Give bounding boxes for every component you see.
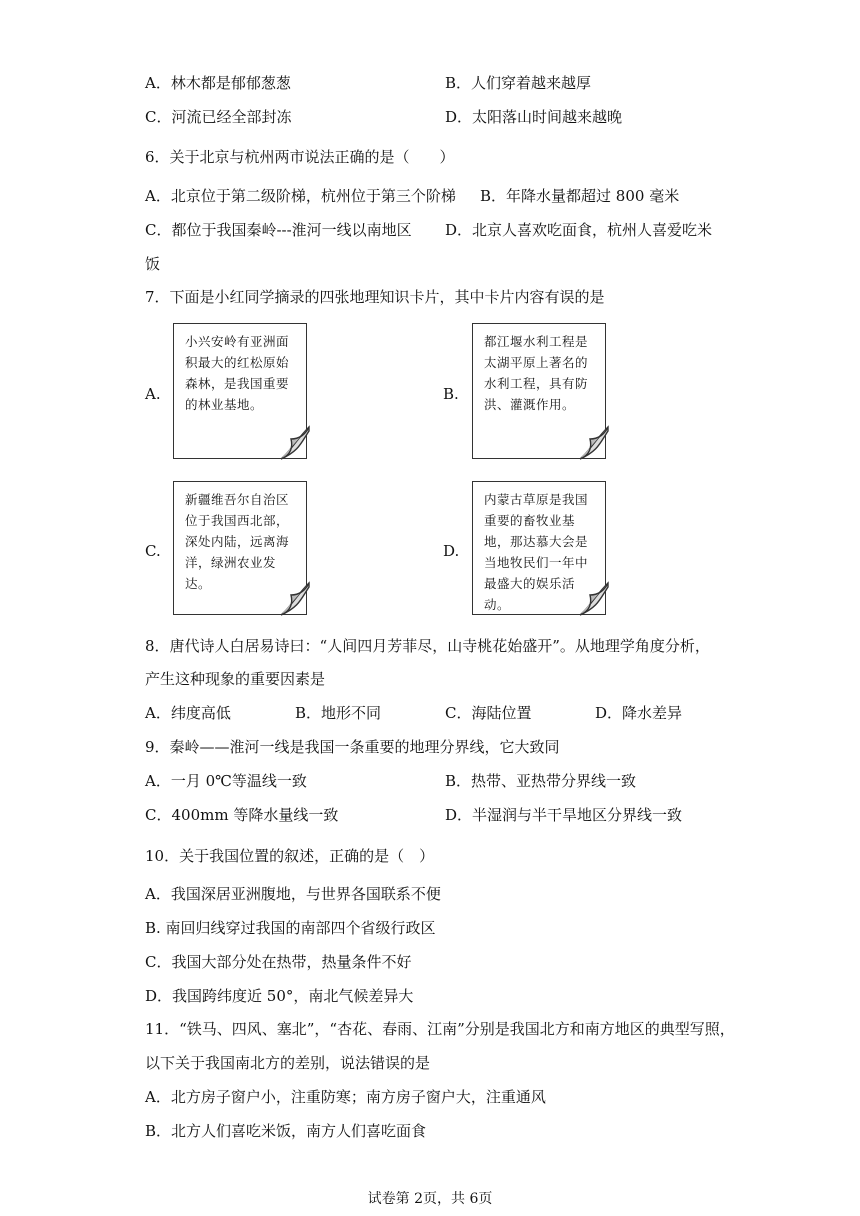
- q8-option-b: B．地形不同: [295, 704, 382, 722]
- q9-option-d: D．半湿润与半干旱地区分界线一致: [445, 806, 683, 824]
- q9-option-b: B．热带、亚热带分界线一致: [445, 772, 637, 790]
- q7-card-c: [173, 481, 309, 617]
- q7-card-a-label: A.: [145, 385, 161, 403]
- q8-stem-line1: 8．唐代诗人白居易诗曰：“人间四月芳菲尽，山寺桃花始盛开”。从地理学角度分析，: [145, 637, 710, 655]
- q7-card-b-label: B.: [443, 385, 459, 403]
- q11-option-a: A．北方房子窗户小，注重防寒；南方房子窗户大，注重通风: [145, 1088, 546, 1106]
- q11-option-b: B．北方人们喜吃米饭，南方人们喜吃面食: [145, 1122, 427, 1140]
- q7-stem: 7．下面是小红同学摘录的四张地理知识卡片，其中卡片内容有误的是: [145, 288, 605, 306]
- page-curl-icon: [279, 581, 311, 617]
- q6-option-c: C．都位于我国秦岭---淮河一线以南地区: [145, 221, 412, 239]
- q9-option-a: A．一月 0℃等温线一致: [145, 772, 307, 790]
- q7-card-d-text: 内蒙古草原是我国重要的畜牧业基地，那达慕大会是当地牧民们一年中最盛大的娱乐活动。: [484, 492, 589, 612]
- q6-stem: 6．关于北京与杭州两市说法正确的是（ ）: [145, 148, 455, 166]
- q5-option-a: A．林木都是郁郁葱葱: [145, 74, 291, 92]
- q6-option-d-continued: 饭: [145, 255, 161, 273]
- page-curl-icon: [279, 425, 311, 461]
- q11-stem-line1: 11．“铁马、四风、塞北”，“杏花、春雨、江南”分别是我国北方和南方地区的典型写照，: [145, 1020, 735, 1038]
- q10-option-d: D．我国跨纬度近 50°，南北气候差异大: [145, 987, 414, 1005]
- q10-stem: 10．关于我国位置的叙述，正确的是（ ）: [145, 847, 435, 865]
- q6-option-a: A．北京位于第二级阶梯，杭州位于第三个阶梯: [145, 187, 456, 205]
- page-footer: 试卷第 2页，共 6页: [367, 1191, 493, 1207]
- q7-card-b: [472, 323, 608, 461]
- page-curl-icon: [578, 581, 610, 617]
- q7-card-d-label: D.: [443, 542, 460, 560]
- q6-option-b: B．年降水量都超过 800 毫米: [480, 187, 680, 205]
- q8-option-a: A．纬度高低: [145, 704, 231, 722]
- q7-card-a-text: 小兴安岭有亚洲面积最大的红松原始森林，是我国重要的林业基地。: [185, 334, 290, 412]
- q9-stem: 9．秦岭——淮河一线是我国一条重要的地理分界线，它大致同: [145, 738, 560, 756]
- q7-card-a: [173, 323, 309, 461]
- q5-option-d: D．太阳落山时间越来越晚: [445, 108, 623, 126]
- q8-option-c: C．海陆位置: [445, 704, 532, 722]
- q8-stem-line2: 产生这种现象的重要因素是: [145, 670, 326, 688]
- q9-option-c: C．400mm 等降水量线一致: [145, 806, 339, 824]
- q5-option-b: B．人们穿着越来越厚: [445, 74, 592, 92]
- q7-card-c-label: C.: [145, 542, 161, 560]
- q10-option-a: A．我国深居亚洲腹地，与世界各国联系不便: [145, 885, 441, 903]
- q11-stem-line2: 以下关于我国南北方的差别，说法错误的是: [145, 1054, 431, 1072]
- page-curl-icon: [578, 425, 610, 461]
- q7-card-d: [472, 481, 608, 617]
- q10-option-b: B. 南回归线穿过我国的南部四个省级行政区: [145, 919, 436, 937]
- q10-option-c: C．我国大部分处在热带，热量条件不好: [145, 953, 412, 971]
- q6-option-d: D．北京人喜欢吃面食，杭州人喜爱吃米: [445, 221, 713, 239]
- q7-card-b-text: 都江堰水利工程是太湖平原上著名的水利工程，具有防洪、灌溉作用。: [484, 334, 589, 412]
- q5-option-c: C．河流已经全部封冻: [145, 108, 292, 126]
- q8-option-d: D．降水差异: [595, 704, 683, 722]
- q7-card-c-text: 新疆维吾尔自治区位于我国西北部，深处内陆，远离海洋，绿洲农业发达。: [185, 492, 290, 591]
